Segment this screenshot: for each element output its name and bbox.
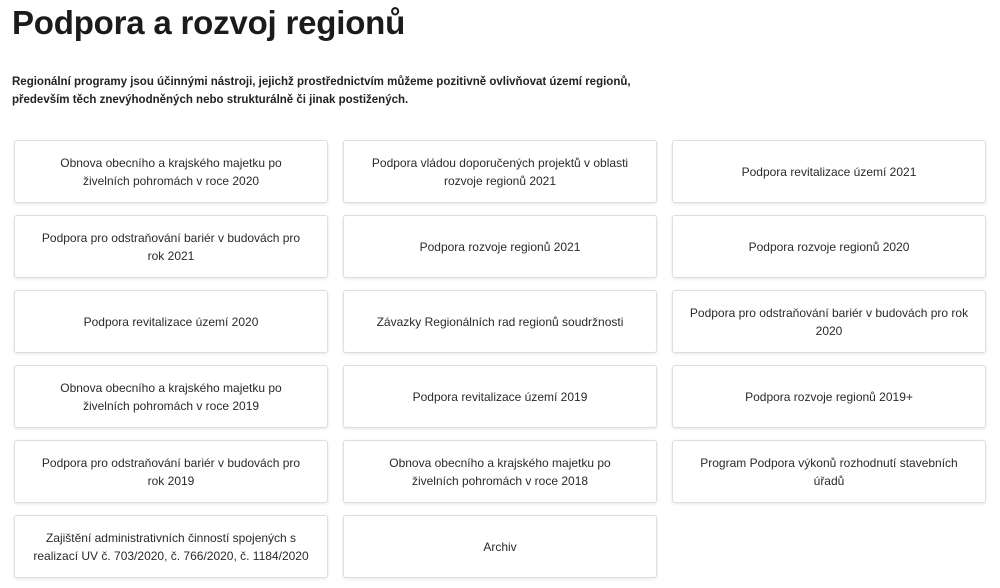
program-card-label: Podpora rozvoje regionů 2021	[419, 239, 581, 254]
program-card[interactable]	[672, 365, 986, 428]
program-card-label: Obnova obecního a krajského majetku po živelních pohromách v roce 2019	[60, 380, 282, 413]
program-card[interactable]	[343, 290, 657, 353]
program-card-label: Podpora rozvoje regionů 2020	[748, 239, 910, 254]
program-card-label: Podpora vládou doporučených projektů v oblasti rozvoje regionů 2021	[371, 155, 629, 188]
program-card-label: Obnova obecního a krajského majetku po živelních pohromách v roce 2018	[389, 455, 611, 488]
program-card[interactable]	[343, 365, 657, 428]
program-card[interactable]	[14, 290, 328, 353]
program-card[interactable]	[672, 290, 986, 353]
program-card-label: Podpora revitalizace území 2020	[83, 314, 259, 329]
program-card[interactable]	[14, 140, 328, 203]
program-card[interactable]	[14, 215, 328, 278]
intro-text	[12, 73, 652, 109]
program-card[interactable]	[672, 215, 986, 278]
program-card[interactable]	[343, 440, 657, 503]
program-card-label: Podpora pro odstraňování bariér v budovách pro rok 2021	[41, 230, 301, 263]
program-card-label: Podpora pro odstraňování bariér v budovách pro rok 2019	[41, 455, 301, 488]
program-card[interactable]	[672, 140, 986, 203]
program-card-label: Podpora revitalizace území 2019	[412, 389, 588, 404]
program-card-label: Podpora revitalizace území 2021	[741, 164, 917, 179]
program-card-label: Závazky Regionálních rad regionů soudržnosti	[376, 314, 624, 329]
program-card[interactable]	[14, 515, 328, 578]
program-card-label: Podpora rozvoje regionů 2019+	[745, 389, 913, 404]
intro-line-2: především těch znevýhodněných nebo strukturálně či jinak postižených.	[12, 94, 409, 106]
intro-line-1: Regionální programy jsou účinnými nástroji, jejichž prostřednictvím můžeme pozitivně ovlivňovat území regionů,	[12, 76, 631, 88]
program-card[interactable]	[343, 140, 657, 203]
program-card[interactable]	[14, 365, 328, 428]
program-card-label: Archiv	[483, 539, 517, 554]
program-card-label: Program Podpora výkonů rozhodnutí stavebních úřadů	[700, 455, 958, 488]
program-card[interactable]	[343, 215, 657, 278]
program-card[interactable]	[14, 440, 328, 503]
program-card-label: Podpora pro odstraňování bariér v budovách pro rok 2020	[689, 305, 969, 338]
program-card[interactable]	[672, 440, 986, 503]
program-grid	[14, 140, 986, 578]
program-card-label: Obnova obecního a krajského majetku po živelních pohromách v roce 2020	[60, 155, 282, 188]
program-card-label: Zajištění administrativních činností spojených s realizací UV č. 703/2020, č. 766/2020, č. 1184/2020	[33, 530, 309, 563]
program-card-archive[interactable]	[343, 515, 657, 578]
page-title: Podpora a rozvoj regionů	[12, 4, 406, 41]
